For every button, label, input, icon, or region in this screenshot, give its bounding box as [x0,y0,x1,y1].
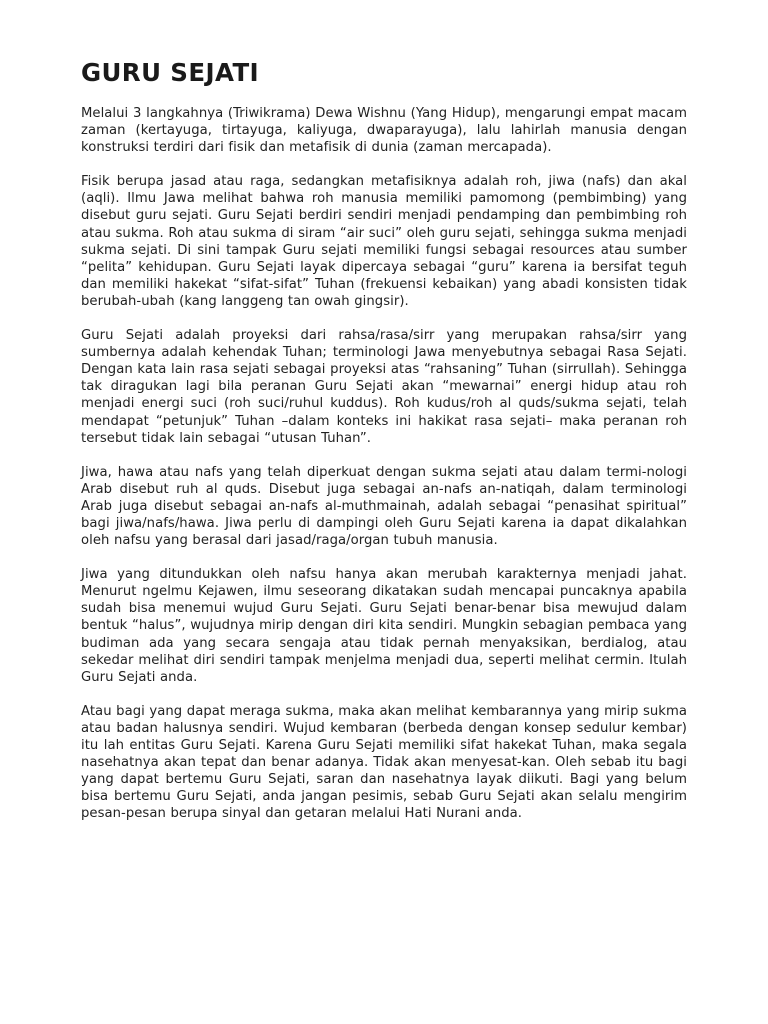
document-title: GURU SEJATI [81,58,260,87]
paragraph-5: Jiwa yang ditundukkan oleh nafsu hanya akan merubah karakternya menjadi jahat. Menurut ngelmu Kejawen, ilmu seseorang dikatakan sudah mencapai puncaknya apabila sudah bisa menemui wujud Guru Sejati. Guru Sejati benar-benar bisa mewujud dalam bentuk “halus”, wujudnya mirip dengan diri kita sendiri. Mungkin sebagian pembaca yang budiman ada yang secara sengaja atau tidak pernah menyaksikan, berdialog, atau sekedar melihat diri sendiri tampak menjelma menjadi dua, seperti melihat cermin. Itulah Guru Sejati anda. [81,567,687,685]
paragraph-1: Melalui 3 langkahnya (Triwikrama) Dewa Wishnu (Yang Hidup), mengarungi empat macam zaman (kertayuga, tirtayuga, kaliyuga, dwaparayuga), lalu lahirlah manusia dengan konstruksi terdiri dari fisik dan metafisik di dunia (zaman mercapada). [81,106,687,156]
paragraph-4: Jiwa, hawa atau nafs yang telah diperkuat dengan sukma sejati atau dalam termi-nologi Arab disebut ruh al quds. Disebut juga sebagai an-nafs an-natiqah, dalam terminologi Arab juga disebut sebagai an-nafs al-muthmainah, adalah sebagai “penasihat spiritual” bagi jiwa/nafs/hawa. Jiwa perlu di dampingi oleh Guru Sejati karena ia dapat dikalahkan oleh nafsu yang berasal dari jasad/raga/organ tubuh manusia. [81,464,687,549]
paragraph-3: Guru Sejati adalah proyeksi dari rahsa/rasa/sirr yang merupakan rahsa/sirr yang sumbernya adalah kehendak Tuhan; terminologi Jawa menyebutnya sebagai Rasa Sejati. Dengan kata lain rasa sejati sebagai proyeksi atas “rahsaning” Tuhan (sirrullah). Sehingga tak diragukan lagi bila peranan Guru Sejati akan “mewarnai” energi hidup atau roh menjadi energi suci (roh suci/ruhul kuddus). Roh kudus/roh al quds/sukma sejati, telah mendapat “petunjuk” Tuhan –dalam konteks ini hakikat rasa sejati– maka peranan roh tersebut tidak lain sebagai “utusan Tuhan”. [81,328,687,446]
paragraph-2: Fisik berupa jasad atau raga, sedangkan metafisiknya adalah roh, jiwa (nafs) dan akal (aqli). Ilmu Jawa melihat bahwa roh manusia memiliki pamomong (pembimbing) yang disebut guru sejati. Guru Sejati berdiri sendiri menjadi pendamping dan pembimbing roh atau sukma. Roh atau sukma di siram “air suci” oleh guru sejati, sehingga sukma menjadi sukma sejati. Di sini tampak Guru sejati memiliki fungsi sebagai resources atau sumber “pelita” kehidupan. Guru Sejati layak dipercaya sebagai “guru” karena ia bersifat teguh dan memiliki hakekat “sifat-sifat” Tuhan (frekuensi kebaikan) yang abadi konsisten tidak berubah-ubah (kang langgeng tan owah gingsir). [81,174,687,309]
document-page [81,55,687,839]
paragraph-6: Atau bagi yang dapat meraga sukma, maka akan melihat kembarannya yang mirip sukma atau badan halusnya sendiri. Wujud kembaran (berbeda dengan konsep sedulur kembar) itu lah entitas Guru Sejati. Karena Guru Sejati memiliki sifat hakekat Tuhan, maka segala nasehatnya akan tepat dan benar adanya. Tidak akan menyesat-kan. Oleh sebab itu bagi yang dapat bertemu Guru Sejati, saran dan nasehatnya layak diikuti. Bagi yang belum bisa bertemu Guru Sejati, anda jangan pesimis, sebab Guru Sejati akan selalu mengirim pesan-pesan berupa sinyal dan getaran melalui Hati Nurani anda. [81,703,687,822]
